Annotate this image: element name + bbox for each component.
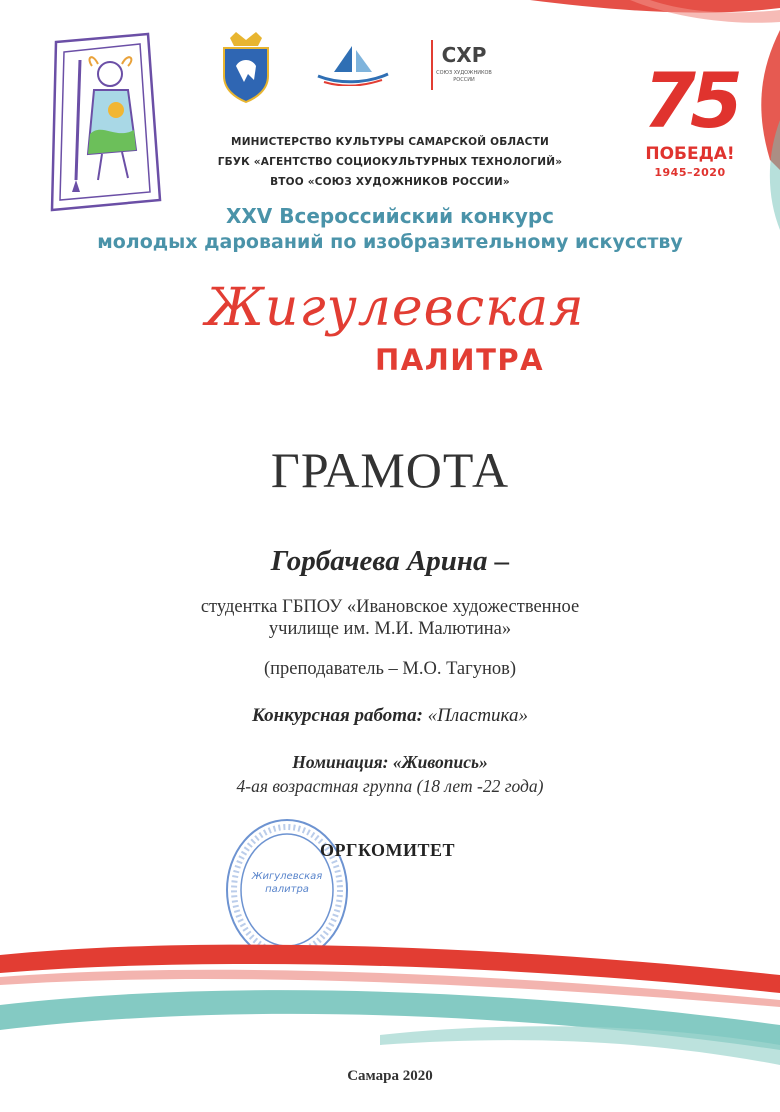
mascot-drawing bbox=[36, 30, 166, 215]
city-year: Самара 2020 bbox=[347, 1068, 433, 1084]
document-title: ГРАМОТА bbox=[270, 442, 510, 498]
bottom-wave-decoration bbox=[0, 915, 780, 1085]
work-value: «Пластика» bbox=[427, 705, 528, 726]
recipient-institution bbox=[100, 596, 680, 640]
institution-line2: училище им. М.И. Малютина» bbox=[268, 619, 512, 639]
victory-75-number: 75 bbox=[643, 56, 737, 145]
svg-text:СОЮЗ ХУДОЖНИКОВ: СОЮЗ ХУДОЖНИКОВ bbox=[436, 70, 492, 76]
svg-text:СХР: СХР bbox=[441, 43, 487, 67]
organizer-line: МИНИСТЕРСТВО КУЛЬТУРЫ САМАРСКОЙ ОБЛАСТИ bbox=[231, 136, 549, 148]
artists-union-logo-icon bbox=[430, 40, 496, 90]
victory-word: ПОБЕДА! bbox=[645, 144, 735, 164]
brand-word-zhigulevskaya: Жигулевская bbox=[205, 278, 585, 338]
contest-title bbox=[20, 203, 760, 255]
brand-word-palitra: ПАЛИТРА bbox=[375, 343, 545, 377]
age-group: 4-ая возрастная группа (18 лет -22 года) bbox=[236, 776, 544, 796]
svg-text:РОССИИ: РОССИИ bbox=[453, 77, 475, 83]
seal-text-line2: палитра bbox=[265, 884, 309, 895]
seal-text-line1: Жигулевская bbox=[251, 871, 323, 882]
nomination: Номинация: «Живопись» bbox=[292, 752, 488, 772]
contest-title-line2: молодых дарований по изобразительному искусству bbox=[97, 231, 683, 253]
organizer-line: ГБУК «АГЕНТСТВО СОЦИОКУЛЬТУРНЫХ ТЕХНОЛОГИЙ» bbox=[217, 156, 563, 168]
recipient-name: Горбачева Арина – bbox=[270, 545, 510, 577]
organizer-line: ВТОО «СОЮЗ ХУДОЖНИКОВ РОССИИ» bbox=[270, 176, 510, 188]
contest-work bbox=[100, 704, 680, 728]
committee-label: ОРГКОМИТЕТ bbox=[320, 840, 456, 860]
contest-title-line1: XXV Всероссийский конкурс bbox=[225, 204, 555, 228]
institution-line1: студентка ГБПОУ «Ивановское художественное bbox=[200, 597, 580, 617]
work-label: Конкурсная работа: bbox=[252, 705, 423, 726]
organizers-block bbox=[180, 132, 600, 192]
teacher-line: (преподаватель – М.О. Тагунов) bbox=[263, 659, 517, 679]
sail-logo-icon bbox=[312, 44, 392, 86]
coat-of-arms-icon bbox=[218, 32, 274, 104]
victory-years: 1945–2020 bbox=[654, 166, 726, 179]
seal-text bbox=[246, 870, 328, 896]
